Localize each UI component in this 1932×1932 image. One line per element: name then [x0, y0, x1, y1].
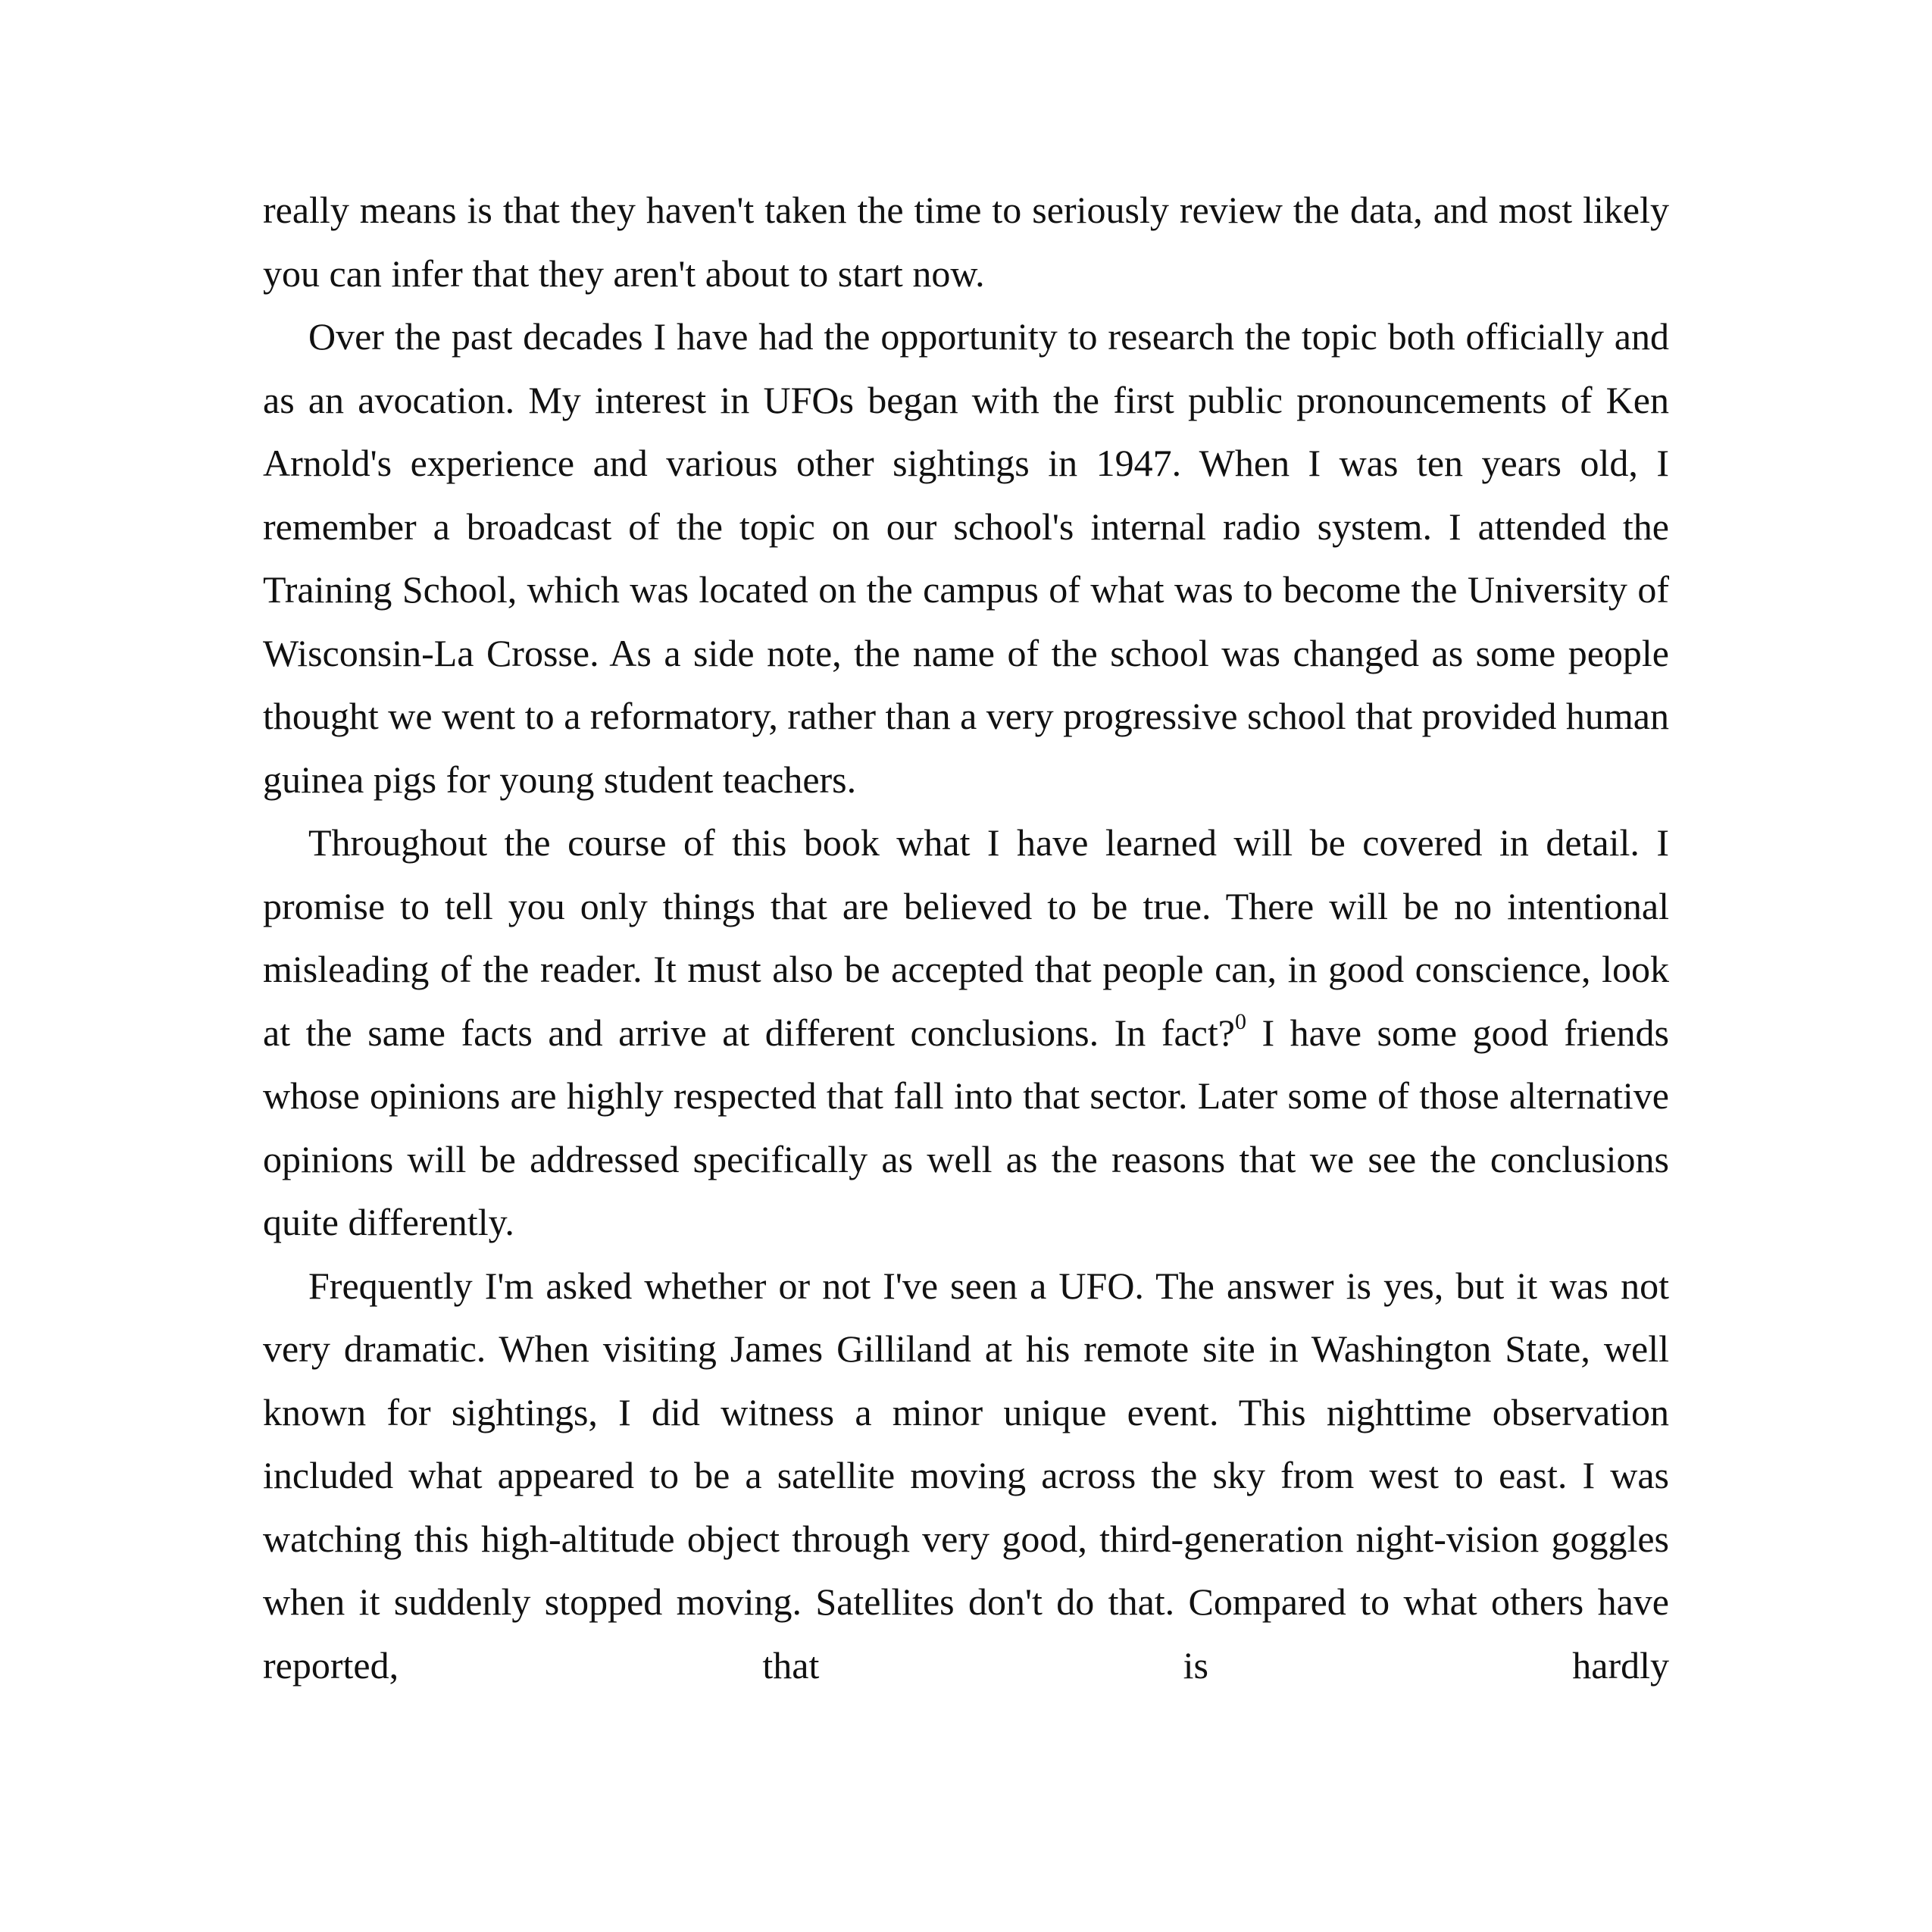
paragraph-3-text-before-note: Throughout the course of this book what I have learned will be covered in detail. I promise to tell you only things that are believed to be true. There will be no intentional misleading of the reader. It must also be accepted that people can, in good conscience, look at the same facts and arrive at different conclusions. In fact?	[263, 821, 1669, 1054]
paragraph-1: really means is that they haven't taken the time to seriously review the data, and most likely you can infer that they aren't about to start now.	[263, 189, 1669, 295]
paragraph-4: Frequently I'm asked whether or not I've seen a UFO. The answer is yes, but it was not very dramatic. When visiting James Gilliland at his remote site in Washington State, well known for sightings, I did witness a minor unique event. This nighttime observation included what appeared to be a satellite moving across the sky from west to east. I was watching this high-altitude object through very good, third-generation night-vision goggles when it suddenly stopped moving. Satellites don't do that. Compared to what others have reported, that is hardly	[263, 1264, 1669, 1687]
paragraph-3-text-after-note: I have some good friends whose opinions are highly respected that fall into that sector. Later some of those alternative opinions will be addressed specifically as well as the reasons that we see the conclusions quite differently.	[263, 1011, 1669, 1243]
body-text	[263, 179, 1669, 1697]
footnote-marker: 0	[1234, 1008, 1246, 1034]
paragraph-3	[263, 811, 1669, 1255]
paragraph-2: Over the past decades I have had the opportunity to research the topic both officially and as an avocation. My interest in UFOs began with the first public pronouncements of Ken Arnold's experience and various other sightings in 1947. When I was ten years old, I remember a broadcast of the topic on our school's internal radio system. I attended the Training School, which was located on the campus of what was to become the University of Wisconsin-La Crosse. As a side note, the name of the school was changed as some people thought we went to a reformatory, rather than a very progressive school that provided human guinea pigs for young student teachers.	[263, 315, 1669, 801]
